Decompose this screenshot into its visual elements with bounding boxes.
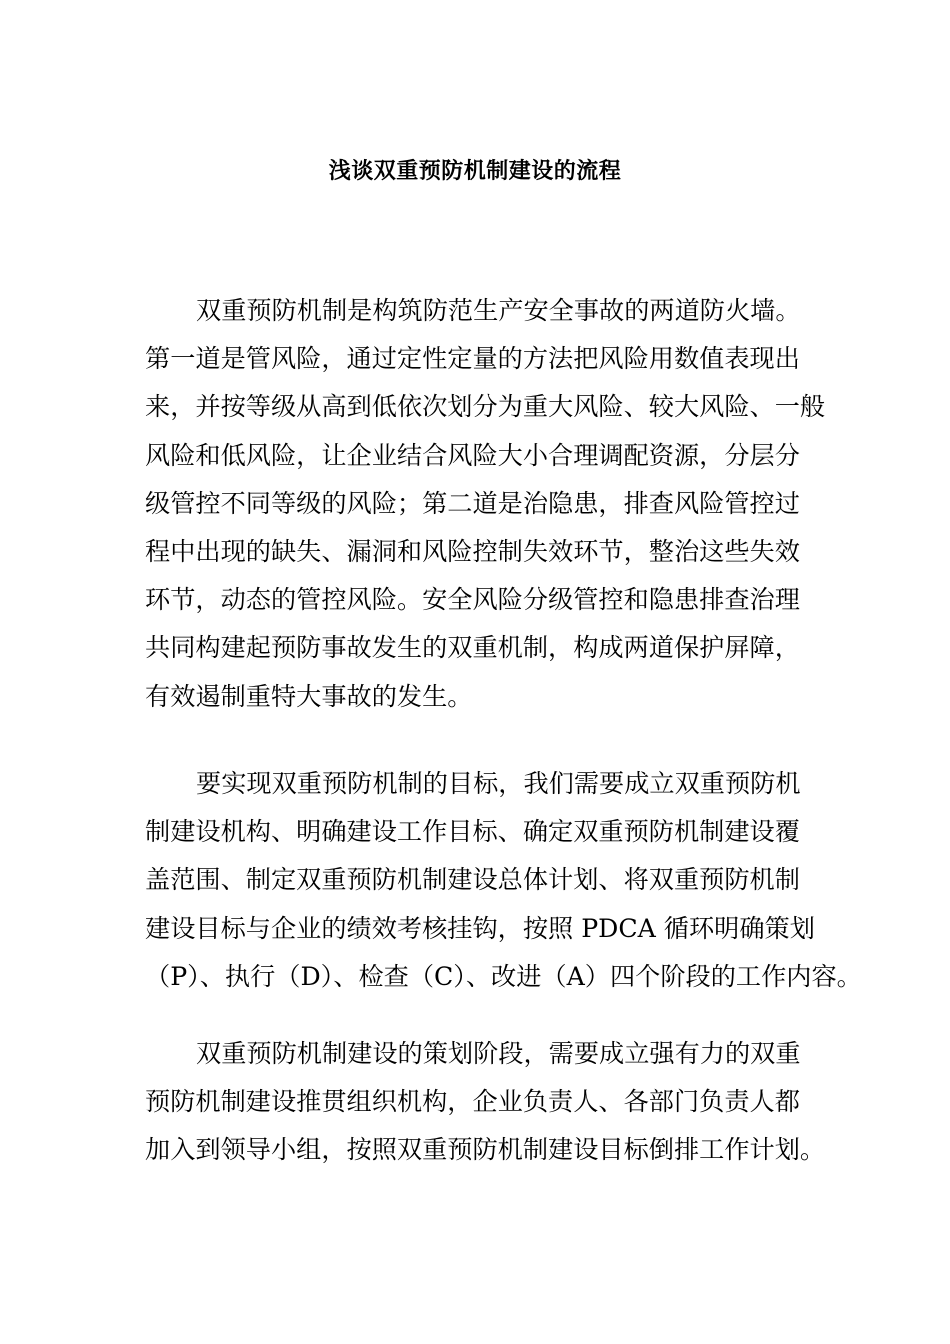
paragraph-2 — [145, 760, 862, 1001]
paragraph-line: 制建设机构、明确建设工作目标、确定双重预防机制建设覆 — [145, 817, 800, 847]
paragraph-line: 风险和低风险，让企业结合风险大小合理调配资源，分层分 — [145, 440, 800, 470]
paragraph-line: 共同构建起预防事故发生的双重机制，构成两道保护屏障， — [145, 633, 800, 663]
paragraph-line: 双重预防机制是构筑防范生产安全事故的两道防火墙。 — [196, 296, 801, 325]
paragraph-line: 要实现双重预防机制的目标，我们需要成立双重预防机 — [196, 769, 801, 798]
document-title: 浅谈双重预防机制建设的流程 — [328, 159, 622, 184]
paragraph-line: 来，并按等级从高到低依次划分为重大风险、较大风险、一般 — [145, 392, 826, 422]
paragraph-line: 盖范围、制定双重预防机制建设总体计划、将双重预防机制 — [145, 865, 800, 895]
paragraph-line: 级管控不同等级的风险；第二道是治隐患，排查风险管控过 — [145, 488, 800, 518]
paragraph-line: 第一道是管风险，通过定性定量的方法把风险用数值表现出 — [145, 344, 800, 374]
paragraph-line: 建设目标与企业的绩效考核挂钩，按照 PDCA 循环明确策划 — [145, 913, 815, 943]
paragraph-3 — [145, 1030, 825, 1175]
paragraph-line: 预防机制建设推贯组织机构，企业负责人、各部门负责人都 — [145, 1087, 800, 1117]
paragraph-line: 环节，动态的管控风险。安全风险分级管控和隐患排查治理 — [145, 585, 800, 615]
paragraph-line: 双重预防机制建设的策划阶段，需要成立强有力的双重 — [196, 1039, 801, 1068]
paragraph-line: 有效遏制重特大事故的发生。 — [145, 681, 473, 711]
paragraph-line: 程中出现的缺失、漏洞和风险控制失效环节，整治这些失效 — [145, 536, 800, 566]
paragraph-1 — [145, 287, 825, 721]
paragraph-line: 加入到领导小组，按照双重预防机制建设目标倒排工作计划。 — [145, 1135, 826, 1165]
paragraph-line: （P）、执行（D）、检查（C）、改进（A）四个阶段的工作内容。 — [145, 961, 862, 991]
